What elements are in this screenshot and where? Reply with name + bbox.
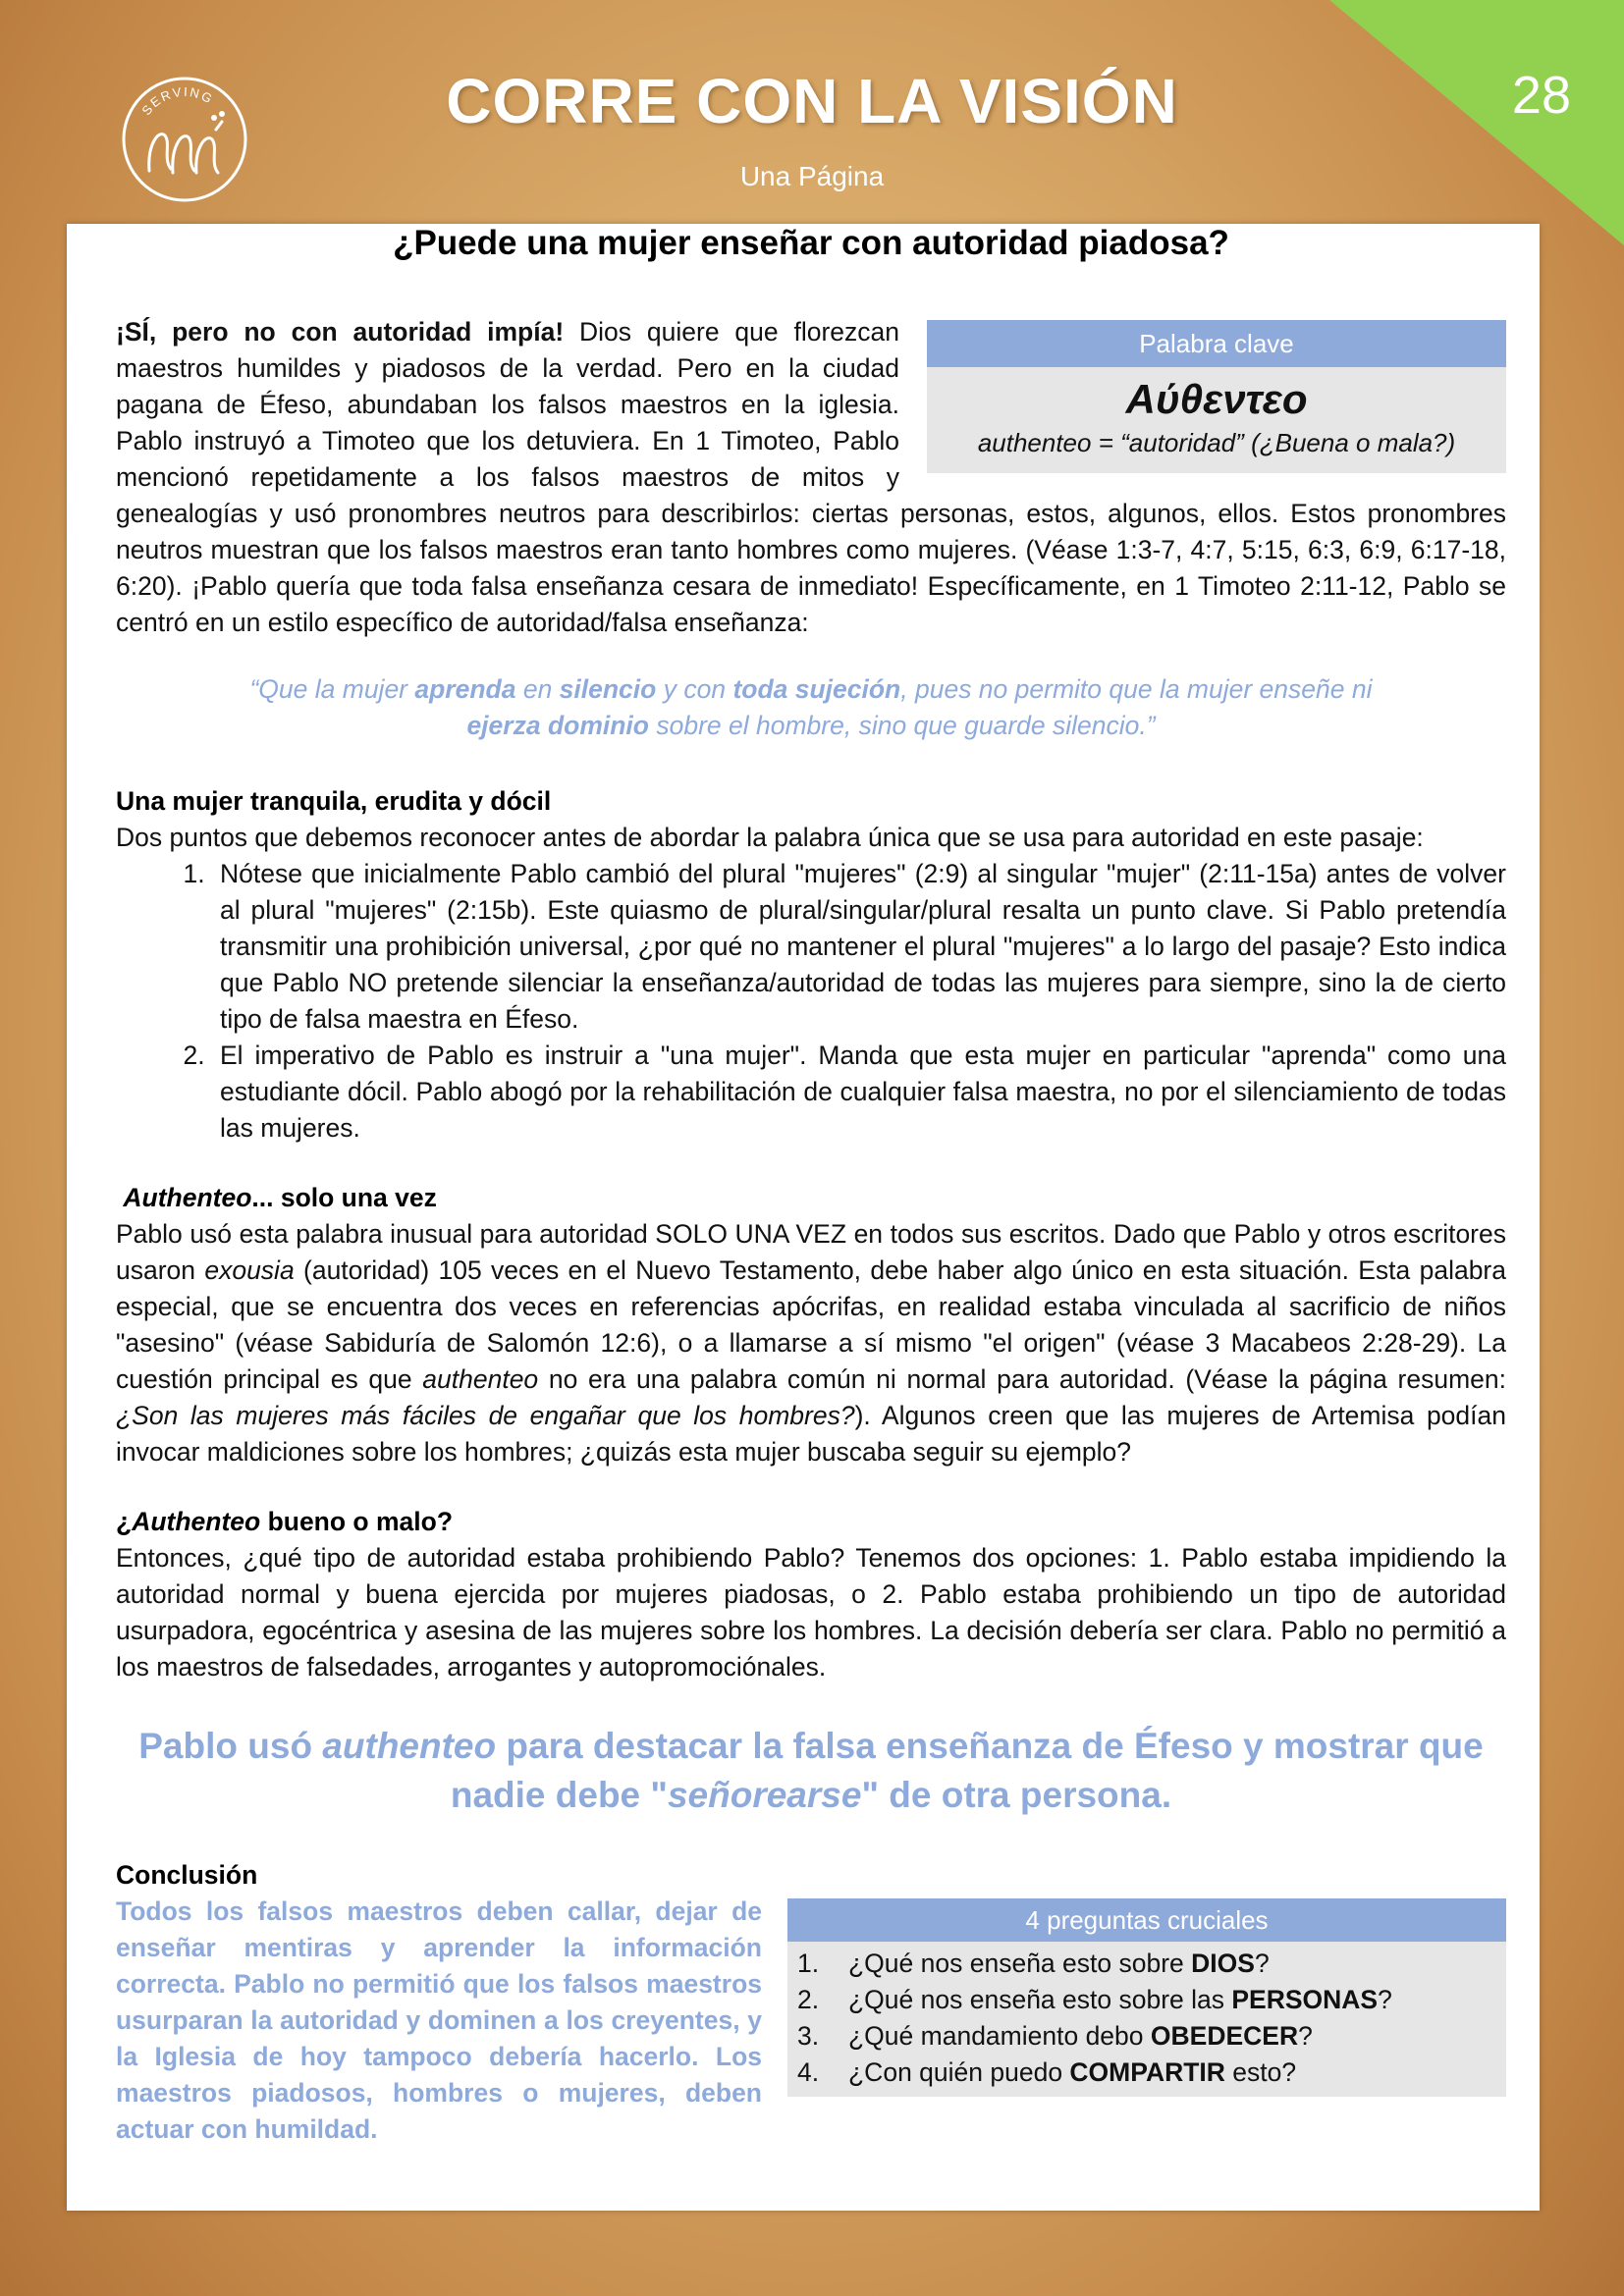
svg-text:SERVING: SERVING xyxy=(138,83,217,119)
questions-list xyxy=(787,1942,1506,2097)
item-bold: COMPARTIR xyxy=(1069,2057,1225,2087)
text-run: no era una palabra común ni normal para autoridad. (Véase la página resumen: xyxy=(538,1364,1506,1394)
item-text: ¿Con quién puedo xyxy=(848,2057,1070,2087)
heading-rest: bueno o malo? xyxy=(260,1507,454,1536)
item-bold: OBEDECER xyxy=(1150,2021,1299,2051)
page-number: 28 xyxy=(1511,66,1571,125)
scripture-quote xyxy=(116,671,1506,744)
list-item: 2. El imperativo de Pablo es instruir a "una mujer". Manda que esta mujer en particular "aprenda" como una estudiante dócil. Pablo abogó por la rehabilitación de cualquier falsa maestra, no por el silenciamiento de todas las mujeres. xyxy=(212,1038,1506,1147)
callout-run: " de otra persona. xyxy=(861,1775,1172,1815)
section-heading xyxy=(116,1504,1506,1540)
text-run: Pablo usó esta palabra inusual para autoridad SOLO UNA VEZ en todos sus escritos. Dado que Pablo y otros escritores usaron xyxy=(116,1219,1506,1285)
quote-emphasis: ejerza dominio xyxy=(466,711,649,740)
list-item: 1. Nótese que inicialmente Pablo cambió del plural "mujeres" (2:9) al singular "mujer" (2:11-15a) antes de volver al plural "mujeres" (2:15b). Este quiasmo de plural/singular/plural resalta un punto clave. Si Pablo pretendía transmitir una prohibición universal, ¿por qué no mantener el plural "mujeres" a lo largo del pasaje? Esto indica que Pablo NO pretende silenciar la enseñanza/autoridad de todas las mujeres para siempre, sino la de cierto tipo de falsa maestra en Éfeso. xyxy=(212,856,1506,1038)
text-italic: exousia xyxy=(204,1255,295,1285)
question-title: ¿Puede una mujer enseñar con autoridad piadosa? xyxy=(393,224,1229,262)
item-number: 1. xyxy=(797,1949,820,1978)
intro-paragraph xyxy=(116,314,1506,641)
keyword-box-heading: Palabra clave xyxy=(927,320,1506,367)
conclusion-text: Todos los falsos maestros deben callar, dejar de enseñar mentiras y aprender la información correcta. Pablo no permitió que los falsos maestros usurparan la autoridad y dominen a los creyentes, y la Iglesia de hoy tampoco debería hacerlo. Los maestros piadosos, hombres o mujeres, deben actuar con humildad. xyxy=(116,1896,762,2144)
section-text: Entonces, ¿qué tipo de autoridad estaba prohibiendo Pablo? Tenemos dos opciones: 1. Pablo estaba impidiendo la autoridad normal y buena ejercida por mujeres piadosas, o 2. Pablo estaba prohibiendo un tipo de autoridad usurpadora, egocéntrica y asesina de las mujeres sobre los hombres. La decisión debería ser clara. Pablo no permitió a los maestros de falsedades, arrogantes y autopromociónales. xyxy=(116,1543,1506,1682)
section-quiet-woman xyxy=(116,783,1506,1147)
intro-lead: ¡SÍ, pero no con autoridad impía! xyxy=(116,317,565,347)
section-authenteo-once xyxy=(116,1180,1506,1470)
keyword-definition: authenteo = “autoridad” (¿Buena o mala?) xyxy=(977,428,1456,457)
points-list xyxy=(116,856,1506,1147)
item-number: 3. xyxy=(797,2021,820,2051)
heading-italic: Authenteo xyxy=(123,1183,252,1212)
quote-text: en xyxy=(515,674,560,704)
item-text: ¿Qué mandamiento debo xyxy=(848,2021,1151,2051)
quote-emphasis: toda sujeción xyxy=(732,674,901,704)
keyword-greek: Αύθεντεο xyxy=(1125,376,1308,422)
quote-text: sobre el hombre, sino que guarde silencio.” xyxy=(648,711,1156,740)
heading-rest: ... solo una vez xyxy=(251,1183,437,1212)
item-bold: DIOS xyxy=(1191,1949,1255,1978)
questions-box-heading: 4 preguntas cruciales xyxy=(787,1898,1506,1942)
list-item xyxy=(797,1946,1506,1982)
item-text: ¿Qué nos enseña esto sobre las xyxy=(848,1985,1232,2014)
quote-text: , pues no permito que la mujer enseñe ni xyxy=(900,674,1373,704)
item-number: 4. xyxy=(797,2057,820,2087)
item-text: ? xyxy=(1298,2021,1313,2051)
list-item xyxy=(797,2055,1506,2091)
item-bold: PERSONAS xyxy=(1231,1985,1379,2014)
section-heading: Conclusión xyxy=(116,1860,258,1890)
page-subtitle: Una Página xyxy=(739,161,885,191)
section-intro: Dos puntos que debemos reconocer antes de abordar la palabra única que se usa para autoridad en este pasaje: xyxy=(116,823,1424,852)
quote-text: “Que la mujer xyxy=(249,674,415,704)
quote-text: y con xyxy=(656,674,733,704)
item-text: ? xyxy=(1254,1949,1270,1978)
callout-run: para destacar la falsa enseñanza de Éfeso y mostrar que nadie debe " xyxy=(450,1726,1484,1815)
callout-text xyxy=(116,1722,1506,1820)
text-italic: ¿Son las mujeres más fáciles de engañar que los hombres? xyxy=(116,1401,855,1430)
section-text xyxy=(116,1216,1506,1470)
text-run: (autoridad) 105 veces en el Nuevo Testamento, debe haber algo único en esta situación. Esta palabra especial, que se encuentra dos veces en referencias apócrifas, en realidad estaba vinculada al sacrificio de niños "asesino" (véase Sabiduría de Salomón 12:6), o a llamarse a sí mismo "el origen" (véase 3 Macabeos 2:28-29). La cuestión principal es que xyxy=(116,1255,1506,1394)
page-title: CORRE CON LA VISIÓN xyxy=(446,66,1178,136)
section-heading: Una mujer tranquila, erudita y dócil xyxy=(116,786,552,816)
intro-text: Dios quiere que florezcan maestros humildes y piadosos de la verdad. Pero en la ciudad pagana de Éfeso, abundaban los falsos maestros en la iglesia. Pablo instruyó a Timoteo que los detuviera. En 1 Timoteo, Pablo mencionó repetidamente a los falsos maestros de mitos y genealogías y usó pronombres neutros para describirlos: ciertas personas, estos, algunos, ellos. Estos pronombres neutros muestran que los falsos maestros eran tanto hombres como mujeres. (Véase 1:3-7, 4:7, 5:15, 6:3, 6:9, 6:17-18, 6:20). ¡Pablo quería que toda falsa enseñanza cesara de inmediato! Específicamente, en 1 Timoteo 2:11-12, Pablo se centró en un estilo específico de autoridad/falsa enseñanza: xyxy=(116,317,1506,637)
quote-emphasis: silencio xyxy=(559,674,657,704)
text-run: ). Algunos creen que las mujeres de Artemisa podían invocar maldiciones sobre los hombres; ¿quizás esta mujer buscaba seguir su ejemplo? xyxy=(116,1401,1507,1467)
callout-italic: señorearse xyxy=(667,1775,862,1815)
item-text: ¿Qué nos enseña esto sobre xyxy=(848,1949,1192,1978)
questions-box xyxy=(787,1898,1506,2097)
text-italic: authenteo xyxy=(422,1364,539,1394)
heading-pre: ¿ xyxy=(116,1507,133,1536)
callout-italic: authenteo xyxy=(322,1726,497,1766)
keyword-box xyxy=(927,320,1506,473)
heading-italic: Authenteo xyxy=(132,1507,261,1536)
item-text: ? xyxy=(1378,1985,1392,2014)
quote-emphasis: aprenda xyxy=(414,674,516,704)
section-heading xyxy=(116,1180,1506,1216)
list-item xyxy=(797,2018,1506,2055)
item-text: esto? xyxy=(1224,2057,1297,2087)
section-good-or-bad xyxy=(116,1504,1506,1685)
callout-run: Pablo usó xyxy=(138,1726,323,1766)
list-item xyxy=(797,1982,1506,2018)
item-number: 2. xyxy=(797,1985,820,2014)
